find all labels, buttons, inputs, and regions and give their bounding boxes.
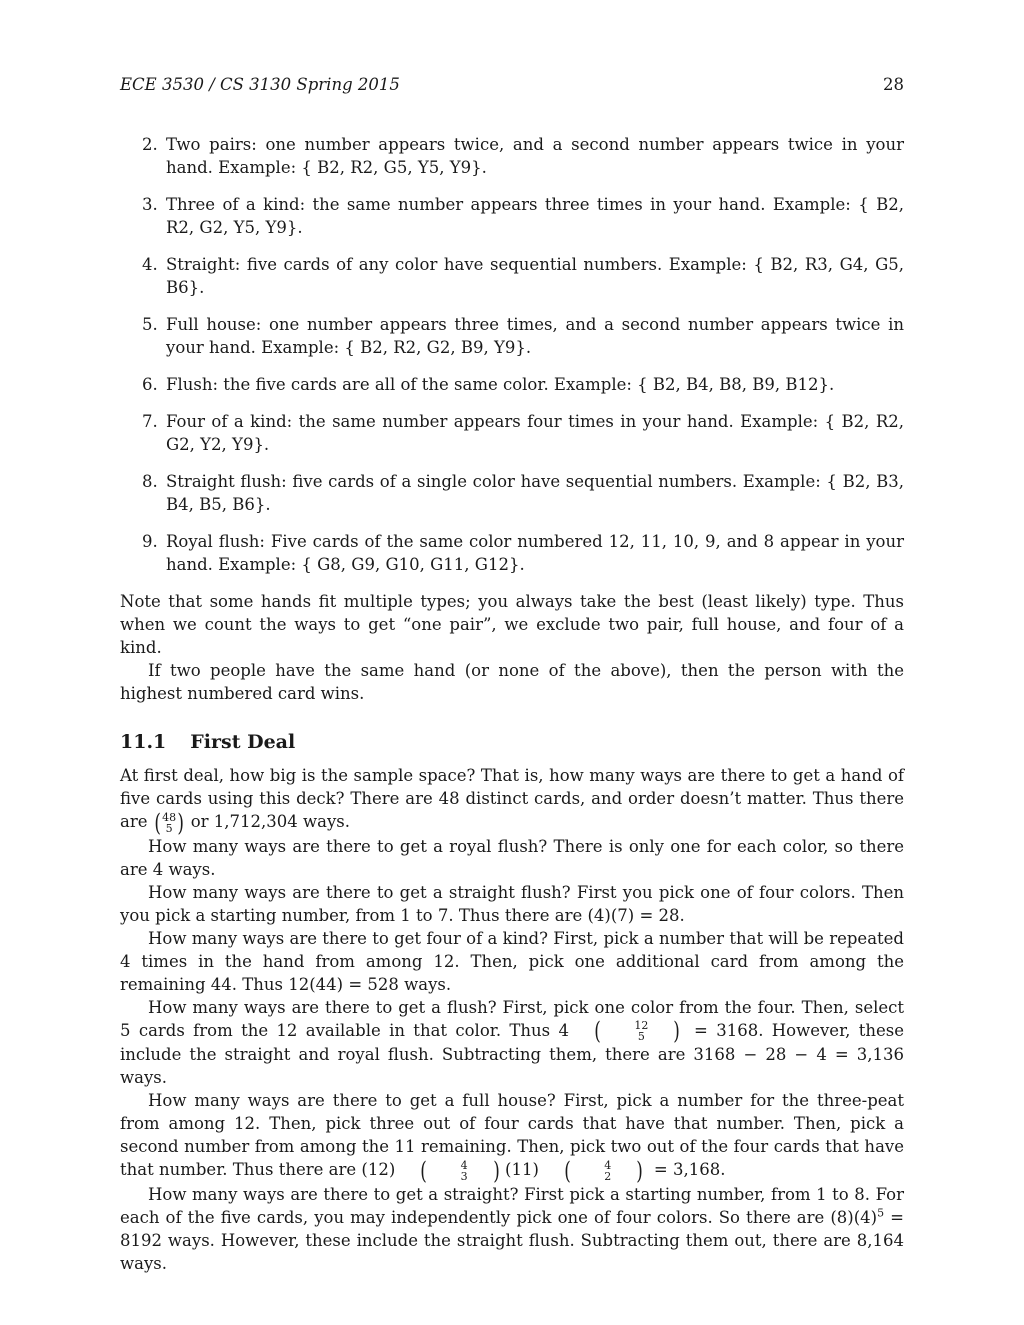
list-item: 5. Full house: one number appears three times, and a second number appears twice in your hand. Example: { B2, R2, G2, B9, Y9}. — [142, 315, 904, 357]
list-item: 3. Three of a kind: the same number appears three times in your hand. Example: { B2, R2, G2, Y5, Y9}. — [142, 195, 904, 237]
section-title: First Deal — [190, 731, 296, 753]
list-item: 8. Straight flush: five cards of a single color have sequential numbers. Example: { B2, B3, B4, B5, B6}. — [142, 472, 904, 514]
straight-paragraph: How many ways are there to get a straight? First pick a starting number, from 1 to 8. For each of the five cards, you may independently pick one of four colors. So there are $(8)(4)^5 = 8192$ ways. However, these include the straight flush. Subtracting them out, there are 8,164 ways. — [120, 1184, 905, 1273]
page-number: 28 — [883, 75, 904, 94]
binomial-coefficient: ( 12 5 ) — [594, 1017, 681, 1045]
tie-paragraph: If two people have the same hand (or none of the above), then the person with the highest numbered card wins. — [120, 661, 904, 703]
hand-types-list — [120, 133, 904, 576]
royal-flush-paragraph: How many ways are there to get a royal flush? There is only one for each color, so there are 4 ways. — [120, 836, 904, 879]
sample-space-paragraph: At first deal, how big is the sample space? That is, how many ways are there to get a hand of five cards using this deck? There are 48 distinct cards, and order doesn’t matter. Thus there are ( 48 5 ) or 1,712,304 ways. — [120, 766, 904, 837]
flush-paragraph: How many ways are there to get a flush? First, pick one color from the four. Then, select 5 cards from the 12 available in that color. Thus 4 ( 12 5 ) = 3168. However, these include the straight and royal flush. Subtracting them, there are 3168 − 28 − 4 = 3,136 ways. — [120, 997, 904, 1087]
section-heading — [120, 731, 904, 754]
binomial-coefficient: ( 48 5 ) — [154, 808, 185, 837]
binomial-coefficient: ( 4 2 ) — [564, 1156, 644, 1185]
four-of-a-kind-paragraph: How many ways are there to get four of a kind? First, pick a number that will be repeated 4 times in the hand from among 12. Then, pick one additional card from among the remaining 44. Thus 12(44) = 528 ways. — [120, 928, 904, 994]
list-item: 6. Flush: the five cards are all of the same color. Example: { B2, B4, B8, B9, B12}. — [142, 375, 835, 394]
section-number: 11.1 — [120, 731, 167, 753]
running-title: ECE 3530 / CS 3130 Spring 2015 — [120, 75, 400, 94]
list-item: 9. Royal flush: Five cards of the same color numbered 12, 11, 10, 9, and 8 appear in your hand. Example: { G8, G9, G10, G11, G12}. — [142, 532, 904, 574]
note-paragraph: Note that some hands fit multiple types; you always take the best (least likely) type. Thus when we count the ways to get “one pair”, we exclude two pair, full house, and four of a kind. — [120, 592, 904, 657]
straight-flush-paragraph: How many ways are there to get a straight flush? First you pick one of four colors. Then you pick a starting number, from 1 to 7. Thus there are (4)(7) = 28. — [120, 882, 904, 925]
list-item: 7. Four of a kind: the same number appears four times in your hand. Example: { B2, R2, G2, Y2, Y9}. — [142, 412, 904, 454]
full-house-paragraph: How many ways are there to get a full house? First, pick a number for the three-peat from among 12. Then, pick three out of four cards that have that number. Then, pick a second number from among the 11 remaining. Then, pick two out of the four cards that have that number. Thus there are (12) ( 4 3 ) (11) ( 4 2 ) = 3,168. — [120, 1091, 904, 1185]
page-header — [120, 73, 904, 96]
list-item: 2. Two pairs: one number appears twice, and a second number appears twice in your hand. Example: { B2, R2, G5, Y5, Y9}. — [142, 135, 904, 177]
binomial-coefficient: ( 4 3 ) — [420, 1156, 500, 1185]
page-body — [120, 133, 904, 1275]
exponent: 5 — [877, 1206, 885, 1219]
list-item: 4. Straight: five cards of any color have sequential numbers. Example: { B2, R3, G4, G5, B6}. — [142, 255, 904, 297]
